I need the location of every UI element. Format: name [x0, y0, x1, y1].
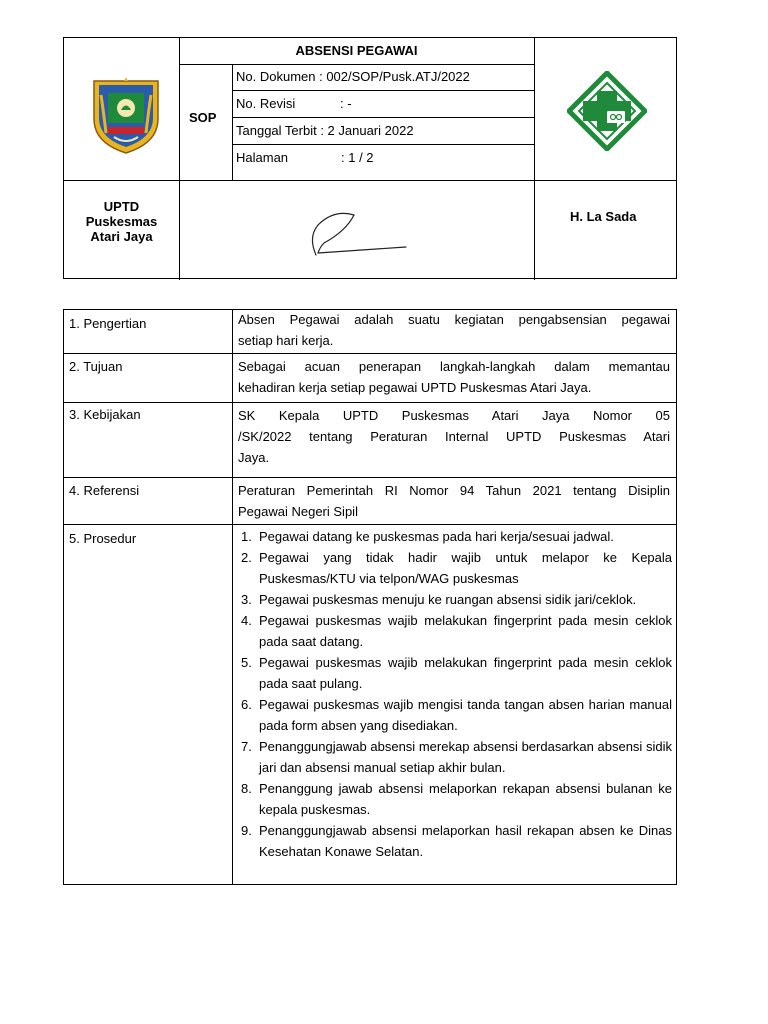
section-text-referensi — [238, 480, 670, 522]
text-line: Absen Pegawai adalah suatu kegiatan pengabsensian pegawai — [238, 312, 670, 327]
section-label-kebijakan: 3. Kebijakan — [69, 407, 141, 422]
section-label-tujuan: 2. Tujuan — [69, 359, 123, 374]
procedure-step — [238, 589, 672, 610]
procedure-step — [238, 778, 672, 820]
procedure-step — [238, 694, 672, 736]
text-line: SK Kepala UPTD Puskesmas Atari Jaya Nomor 05 — [238, 408, 670, 423]
halaman-value: : 1 / 2 — [341, 150, 374, 165]
section-text-kebijakan — [238, 405, 670, 468]
section-text-pengertian — [238, 309, 670, 351]
step-number: 2. — [241, 550, 252, 565]
procedure-step — [238, 820, 672, 862]
document-title: ABSENSI PEGAWAI — [295, 43, 418, 58]
tanggal-terbit: Tanggal Terbit : 2 Januari 2022 — [236, 123, 414, 138]
sop-header-table — [63, 37, 677, 279]
no-revisi-label: No. Revisi — [236, 96, 296, 111]
sop-label: SOP — [189, 110, 217, 125]
step-number: 9. — [241, 823, 252, 838]
sop-content-table — [63, 309, 677, 885]
head-name: H. La Sada — [570, 209, 637, 224]
halaman-label: Halaman — [236, 150, 289, 165]
no-revisi-value: : - — [340, 96, 352, 111]
text-line: setiap hari kerja. — [238, 333, 334, 348]
procedure-step — [238, 547, 672, 589]
text-line: Peraturan Pemerintah RI Nomor 94 Tahun 2021 tentang Disiplin — [238, 483, 670, 498]
section-label-pengertian: 1. Pengertian — [69, 316, 147, 331]
signature — [294, 203, 424, 263]
procedure-step — [238, 526, 672, 547]
step-number: 3. — [241, 592, 252, 607]
step-text: Pegawai datang ke puskesmas pada hari kerja/sesuai jadwal. — [259, 529, 614, 544]
step-text: Pegawai puskesmas wajib melakukan fingerprint pada mesin ceklok pada saat datang. — [259, 613, 672, 649]
step-number: 6. — [241, 697, 252, 712]
step-number: 1. — [241, 529, 252, 544]
step-text: Pegawai yang tidak hadir wajib untuk melapor ke Kepala Puskesmas/KTU via telpon/WAG puskesmas — [259, 550, 672, 586]
text-line: Jaya. — [238, 450, 270, 465]
procedure-list — [238, 526, 672, 862]
step-text: Penanggung jawab absensi melaporkan rekapan absensi bulanan ke kepala puskesmas. — [259, 781, 672, 817]
unit-name-line3: Atari Jaya — [90, 229, 153, 244]
unit-name-line1: UPTD — [103, 199, 140, 214]
step-number: 4. — [241, 613, 252, 628]
step-text: Penanggungjawab absensi melaporkan hasil rekapan absen ke Dinas Kesehatan Konawe Selatan. — [259, 823, 672, 859]
text-line: Sebagai acuan penerapan langkah-langkah dalam memantau — [238, 359, 670, 374]
section-text-tujuan — [238, 356, 670, 398]
section-label-referensi: 4. Referensi — [69, 483, 140, 498]
unit-name-line2: Puskesmas — [85, 214, 158, 229]
procedure-step — [238, 652, 672, 694]
step-text: Pegawai puskesmas menuju ke ruangan absensi sidik jari/ceklok. — [259, 592, 637, 607]
procedure-step — [238, 610, 672, 652]
text-line: kehadiran kerja setiap pegawai UPTD Puskesmas Atari Jaya. — [238, 380, 592, 395]
text-line: /SK/2022 tentang Peraturan Internal UPTD Puskesmas Atari — [238, 429, 670, 444]
step-number: 5. — [241, 655, 252, 670]
regency-coat-of-arms-icon — [88, 75, 164, 155]
step-number: 8. — [241, 781, 252, 796]
step-text: Pegawai puskesmas wajib mengisi tanda tangan absen harian manual pada form absen yang disediakan. — [259, 697, 672, 733]
step-text: Penanggungjawab absensi merekap absensi berdasarkan absensi sidik jari dan absensi manual setiap akhir bulan. — [259, 739, 672, 775]
step-number: 7. — [241, 739, 252, 754]
text-line: Pegawai Negeri Sipil — [238, 504, 358, 519]
puskesmas-green-cross-icon — [567, 71, 647, 151]
section-label-prosedur: 5. Prosedur — [69, 531, 137, 546]
unit-name — [64, 199, 179, 244]
no-dokumen: No. Dokumen : 002/SOP/Pusk.ATJ/2022 — [236, 69, 470, 84]
step-text: Pegawai puskesmas wajib melakukan fingerprint pada mesin ceklok pada saat pulang. — [259, 655, 672, 691]
procedure-step — [238, 736, 672, 778]
